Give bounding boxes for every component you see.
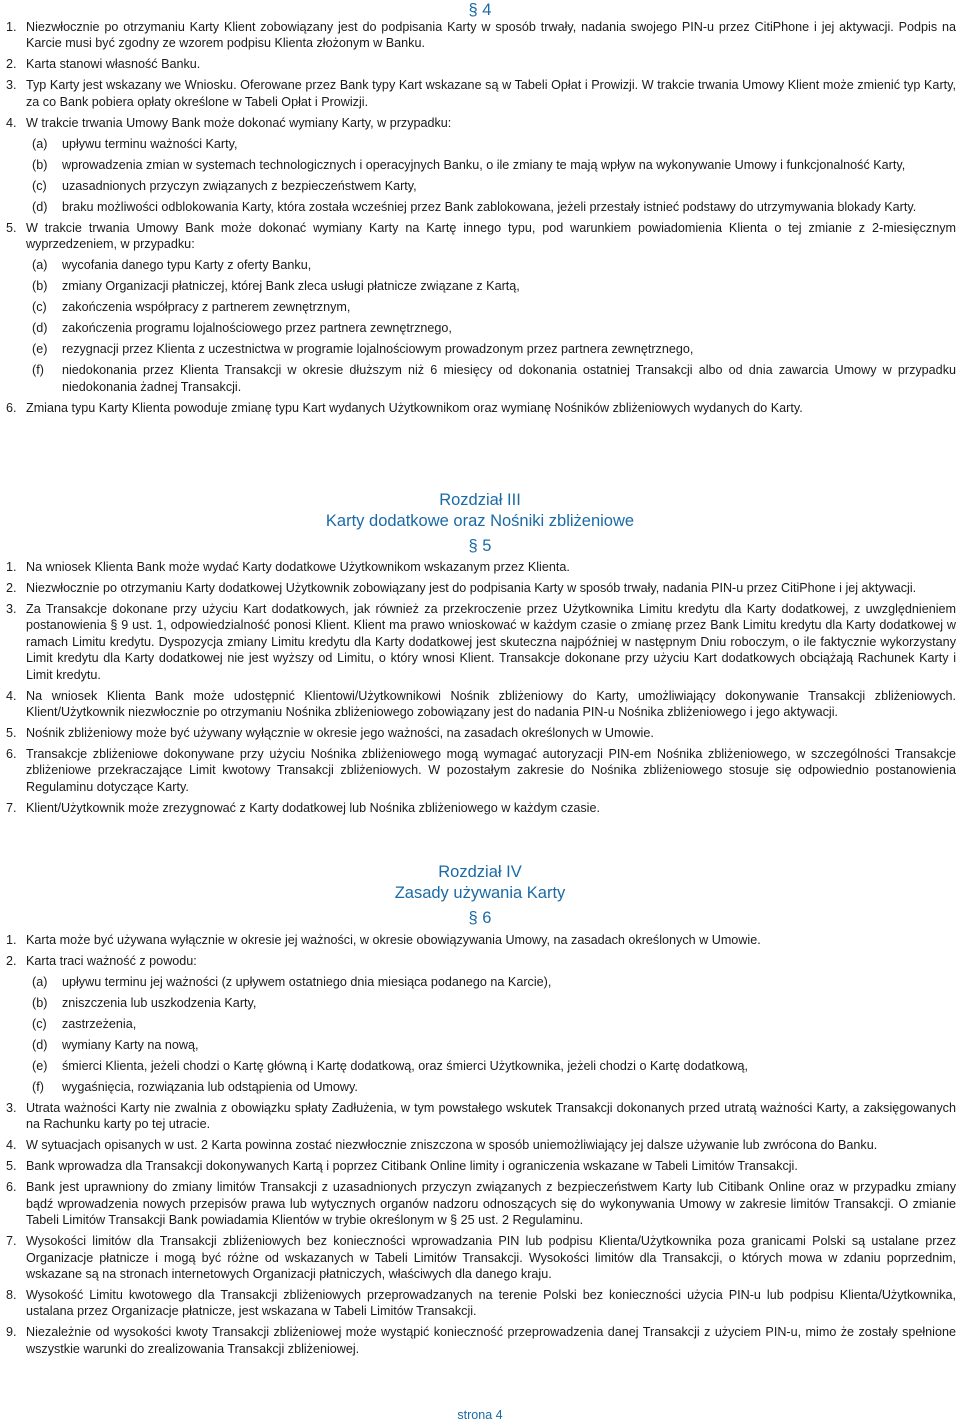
item-number: 6. [6, 1180, 17, 1195]
section-heading-s6: § 6 [468, 909, 492, 927]
item-text: Wysokości limitów dla Transakcji zbliżeniowych bez konieczności wprowadzania PIN lub podpisu Klienta/Użytkownika poza granicami Polski są ustalane przez Organizacje płatnicze i mogą być różne od wskazanych w Tabeli Limitów Transakcji. Wysokości limitów dla Transakcji, o których mowa w zdaniu poprzednim, wskazane są na stronach internetowych Organizacji płatniczych, właściwych dla danego kraju. [26, 1234, 956, 1282]
list-item [0, 559, 960, 575]
sub-item-label: (d) [32, 321, 48, 336]
sub-item-text: wprowadzenia zmian w systemach technologicznych i operacyjnych Banku, o ile zmiany te mają wpływ na wykonywanie Umowy i funkcjonalność Karty, [62, 157, 906, 172]
list-item [0, 1324, 960, 1357]
item-number: 5. [6, 220, 17, 235]
list-item [0, 1287, 960, 1320]
item-number: 2. [6, 954, 17, 968]
item-text: Typ Karty jest wskazany we Wniosku. Oferowane przez Bank typy Kart wskazane są w Tabeli Opłat i Prowizji. W trakcie trwania Umowy Klient może zmienić typ Karty, za co Bank pobiera opłaty określone w Tabeli Opłat i Prowizji. [26, 78, 956, 109]
sub-item [0, 257, 960, 273]
item-text: Wysokość Limitu kwotowego dla Transakcji zbliżeniowych przeprowadzanych na terenie Polski bez konieczności użycia PIN-u lub podpisu Klienta/Użytkownika, ustalana przez Organizacje płatnicze, jest wskazana w Tabeli Limitów Transakcji. [26, 1288, 956, 1319]
sub-item-text: zakończenia programu lojalnościowego przez partnera zewnętrznego, [62, 321, 452, 336]
item-number: 6. [6, 747, 17, 762]
sub-item [0, 1037, 960, 1053]
sub-item-label: (d) [32, 1038, 48, 1052]
sub-item-label: (e) [32, 342, 48, 357]
list-item [0, 1100, 960, 1133]
sub-item-label: (d) [32, 199, 48, 214]
sub-item [0, 278, 960, 294]
sub-item-text: uzasadnionych przyczyn związanych z bezpieczeństwem Karty, [62, 178, 417, 193]
chapter-title: Zasady używania Karty [394, 884, 566, 902]
sub-item-text: wygaśnięcia, rozwiązania lub odstąpienia od Umowy. [62, 1080, 358, 1094]
section-s5-body [0, 559, 960, 816]
list-item [0, 1179, 960, 1228]
item-number: 8. [6, 1288, 17, 1303]
sub-item-text: wycofania danego typu Karty z oferty Banku, [62, 258, 312, 273]
list-item [0, 932, 960, 948]
list-item [0, 725, 960, 741]
page-footer: strona 4 [457, 1408, 503, 1422]
list-item [0, 1137, 960, 1153]
item-text: Karta może być używana wyłącznie w okresie jej ważności, w okresie obowiązywania Umowy, na zasadach określonych w Umowie. [26, 933, 761, 947]
section-s6-body [0, 932, 960, 1357]
item-number: 3. [6, 602, 17, 616]
item-text: Bank jest uprawniony do zmiany limitów Transakcji z uzasadnionych przyczyn związanych z bezpieczeństwem Karty lub Citibank Online oraz w przypadku zmiany bądź wprowadzenia nowych przepisów prawa lub wytycznych organów nadzoru odnoszących się do wykonywania Umowy w zakresie limitów Transakcji. O zmianie Tabeli Limitów Transakcji Bank powiadamia Klientów w trybie określonym w § 25 ust. 2 Regulaminu. [26, 1180, 956, 1228]
sub-item [0, 320, 960, 336]
item-number: 1. [6, 20, 17, 34]
sub-item-label: (b) [32, 157, 48, 172]
sub-item-text: wymiany Karty na nową, [62, 1038, 199, 1052]
item-number: 4. [6, 1138, 17, 1153]
list-item [0, 400, 960, 416]
sub-item-text: zastrzeżenia, [62, 1017, 137, 1031]
list-item [0, 800, 960, 816]
sub-item-label: (f) [32, 363, 44, 378]
sub-item-text: zmiany Organizacji płatniczej, której Bank zleca usługi płatnicze związane z Kartą, [62, 279, 520, 294]
section-heading-s4: § 4 [468, 1, 492, 19]
list-item [0, 688, 960, 721]
item-text: Transakcje zbliżeniowe dokonywane przy użyciu Nośnika zbliżeniowego mogą wymagać autoryzacji PIN-em Nośnika zbliżeniowego, w szczególności Transakcje zbliżeniowe przekraczające Limit kwotowy Transakcji zbliżeniowych. W pozostałym zakresie do Nośnika zbliżeniowego stosuje się odpowiednio postanowienia Regulaminu dotyczące Karty. [26, 747, 956, 794]
list-item [0, 580, 960, 596]
section-s4-body [0, 19, 960, 416]
list-item [0, 220, 960, 253]
sub-item-text: niedokonania przez Klienta Transakcji w okresie dłuższym niż 6 miesięcy od dokonania ostatniej Transakcji albo od dnia zawarcia Umowy w przypadku niedokonania żadnej Transakcji. [62, 363, 956, 394]
item-text: Niezwłocznie po otrzymaniu Karty dodatkowej Użytkownik zobowiązany jest do podpisania Karty w sposób trwały, nadania PIN-u przez CitiPhone i jej aktywacji. [26, 581, 917, 595]
item-number: 3. [6, 1101, 17, 1115]
sub-item-text: śmierci Klienta, jeżeli chodzi o Kartę główną i Kartę dodatkową, oraz śmierci Użytkownika, jeżeli chodzi o Kartę dodatkową, [62, 1059, 748, 1073]
sub-item [0, 362, 960, 395]
sub-item [0, 199, 960, 215]
item-text: Utrata ważności Karty nie zwalnia z obowiązku spłaty Zadłużenia, w tym powstałego wskutek Transakcji dokonanych przed utratą ważności Karty, a zaksięgowanych na Rachunku karty po tej utracie. [26, 1101, 956, 1132]
sub-item-text: upływu terminu ważności Karty, [62, 136, 238, 151]
list-item [0, 601, 960, 683]
sub-item-label: (b) [32, 279, 48, 294]
item-number: 9. [6, 1325, 17, 1340]
item-text: Karta traci ważność z powodu: [26, 954, 197, 968]
item-number: 4. [6, 688, 17, 703]
item-number: 1. [6, 560, 17, 574]
item-text: Klient/Użytkownik może zrezygnować z Karty dodatkowej lub Nośnika zbliżeniowego w każdym czasie. [26, 800, 600, 815]
item-number: 7. [6, 800, 17, 815]
item-number: 7. [6, 1234, 17, 1249]
sub-item-label: (c) [32, 178, 47, 193]
item-text: W trakcie trwania Umowy Bank może dokonać wymiany Karty, w przypadku: [26, 115, 452, 130]
item-text: Zmiana typu Karty Klienta powoduje zmianę typu Kart wydanych Użytkownikom oraz wymianę Nośników zbliżeniowych wydanych do Karty. [26, 400, 803, 415]
sub-item [0, 995, 960, 1011]
sub-item-text: zakończenia współpracy z partnerem zewnętrznym, [62, 300, 351, 315]
sub-item-label: (a) [32, 258, 48, 273]
list-item [0, 953, 960, 969]
sub-item [0, 341, 960, 357]
sub-item [0, 136, 960, 152]
item-text: W trakcie trwania Umowy Bank może dokonać wymiany Karty na Kartę innego typu, pod warunkiem powiadomienia Klienta o tej zmianie z 2-miesięcznym wyprzedzeniem, w przypadku: [26, 220, 956, 252]
item-text: Niezależnie od wysokości kwoty Transakcji zbliżeniowej może wystąpić konieczność przeprowadzenia danej Transakcji z użyciem PIN-u, mimo że zostały spełnione wszystkie warunki do zrealizowania Transakcji zbliżeniowej. [26, 1325, 956, 1356]
sub-item-text: zniszczenia lub uszkodzenia Karty, [62, 996, 257, 1010]
sub-item [0, 1016, 960, 1032]
list-item [0, 56, 960, 72]
sub-item-text: braku możliwości odblokowania Karty, która została wcześniej przez Bank zablokowana, jeżeli przestały istnieć podstawy do utrzymywania blokady Karty. [62, 199, 917, 214]
sub-item [0, 178, 960, 194]
list-item [0, 1158, 960, 1174]
list-item [0, 1233, 960, 1282]
item-number: 5. [6, 726, 17, 741]
item-text: Bank wprowadza dla Transakcji dokonywanych Kartą i poprzez Citibank Online limity i ograniczenia wskazane w Tabeli Limitów Transakcji. [26, 1159, 798, 1174]
sub-item [0, 157, 960, 173]
list-item [0, 746, 960, 795]
item-text: Karta stanowi własność Banku. [26, 57, 201, 72]
sub-item-label: (e) [32, 1059, 48, 1073]
item-text: Za Transakcje dokonane przy użyciu Kart dodatkowych, jak również za przekroczenie przez Użytkownika Limitu kredytu dla Karty dodatkowej, z uwzględnieniem postanowienia § 9 ust. 1, odpowiedzialność ponosi Klient. Klient ma prawo wnioskować w każdym czasie o zmianę przez Bank Limitu kredytu dla Karty dodatkowej w ramach Limitu kredytu. Dyspozycja zmiany Limitu kredytu dla Karty dodatkowej jest skuteczna najpóźniej w następnym Dniu roboczym, o ile faktycznie wykorzystany Limit kredytu dla Karty dodatkowej nie jest wyższy od Limitu, o który wnosi Klient. Transakcje dokonane przy użyciu Kart dodatkowych obciążają Rachunek Karty i Limit kredytu. [26, 602, 956, 682]
chapter-label: Rozdział III [439, 491, 521, 509]
item-number: 6. [6, 400, 17, 415]
sub-item-label: (b) [32, 996, 48, 1010]
item-text: Na wniosek Klienta Bank może udostępnić Klientowi/Użytkownikowi Nośnik zbliżeniowy do Karty, umożliwiający dokonywanie Transakcji zbliżeniowych. Klient/Użytkownik niezwłocznie po otrzymaniu Nośnika zbliżeniowego zobowiązany jest do nadania PIN-u Nośnika zbliżeniowego i jego aktywacji. [26, 688, 956, 720]
sub-item-text: rezygnacji przez Klienta z uczestnictwa w programie lojalnościowym prowadzonym przez partnera zewnętrznego, [62, 342, 694, 357]
chapter-title: Karty dodatkowe oraz Nośniki zbliżeniowe [325, 512, 635, 530]
sub-item [0, 1058, 960, 1074]
chapter-label: Rozdział IV [438, 863, 522, 881]
item-text: W sytuacjach opisanych w ust. 2 Karta powinna zostać niezwłocznie zniszczona w sposób uniemożliwiający jej dalsze używanie lub zwrócona do Banku. [26, 1138, 878, 1153]
item-number: 2. [6, 581, 17, 595]
sub-item-label: (c) [32, 300, 47, 315]
list-item [0, 77, 960, 110]
item-number: 5. [6, 1159, 17, 1174]
sub-item [0, 299, 960, 315]
sub-item-label: (f) [32, 1080, 44, 1094]
sub-item [0, 974, 960, 990]
item-number: 3. [6, 78, 17, 93]
list-item [0, 19, 960, 52]
sub-item-label: (a) [32, 136, 48, 151]
sub-item [0, 1079, 960, 1095]
sub-item-label: (a) [32, 975, 48, 989]
item-text: Nośnik zbliżeniowy może być używany wyłącznie w okresie jego ważności, na zasadach określonych w Umowie. [26, 726, 654, 741]
item-text: Niezwłocznie po otrzymaniu Karty Klient zobowiązany jest do podpisania Karty w sposób trwały, nadania swojego PIN-u przez CitiPhone i jej aktywacji. Podpis na Karcie musi być zgodny ze wzorem podpisu Klienta złożonym w Banku. [26, 20, 956, 51]
sub-item-text: upływu terminu jej ważności (z upływem ostatniego dnia miesiąca podanego na Karcie), [62, 975, 552, 989]
section-heading-s5: § 5 [468, 537, 492, 555]
item-number: 4. [6, 115, 17, 130]
item-number: 2. [6, 57, 17, 72]
item-number: 1. [6, 933, 17, 947]
item-text: Na wniosek Klienta Bank może wydać Karty dodatkowe Użytkownikom wskazanym przez Klienta. [26, 560, 570, 574]
list-item [0, 115, 960, 131]
sub-item-label: (c) [32, 1017, 47, 1031]
